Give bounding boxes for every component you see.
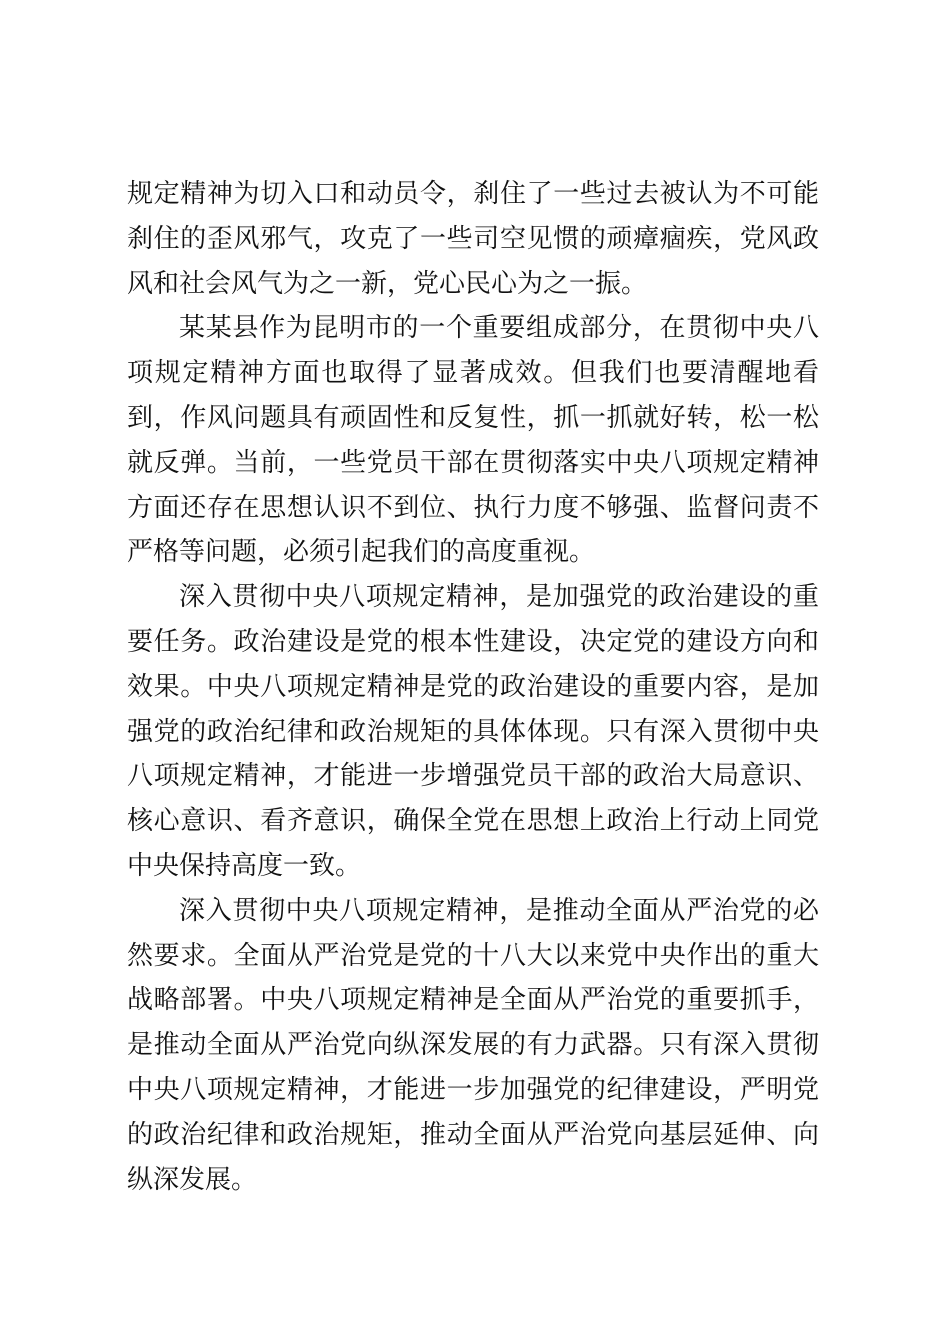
paragraph: 某某县作为昆明市的一个重要组成部分，在贯彻中央八项规定精神方面也取得了显著成效。但我们也要清醒地看到，作风问题具有顽固性和反复性，抓一抓就好转，松一松就反弹。当前，一些党员干部在贯彻落实中央八项规定精神方面还存在思想认识不到位、执行力度不够强、监督问责不严格等问题，必须引起我们的高度重视。 [127, 313, 819, 568]
paragraph: 深入贯彻中央八项规定精神，是加强党的政治建设的重要任务。政治建设是党的根本性建设，决定党的建设方向和效果。中央八项规定精神是党的政治建设的重要内容，是加强党的政治纪律和政治规矩的具体体现。只有深入贯彻中央八项规定精神，才能进一步增强党员干部的政治大局意识、核心意识、看齐意识，确保全党在思想上政治上行动上同党中央保持高度一致。 [127, 582, 819, 881]
document-page [127, 172, 819, 1202]
paragraph: 深入贯彻中央八项规定精神，是推动全面从严治党的必然要求。全面从严治党是党的十八大以来党中央作出的重大战略部署。中央八项规定精神是全面从严治党的重要抓手，是推动全面从严治党向纵深发展的有力武器。只有深入贯彻中央八项规定精神，才能进一步加强党的纪律建设，严明党的政治纪律和政治规矩，推动全面从严治党向基层延伸、向纵深发展。 [127, 895, 819, 1195]
paragraph-continuation: 规定精神为切入口和动员令，刹住了一些过去被认为不可能刹住的歪风邪气，攻克了一些司空见惯的顽瘴痼疾，党风政风和社会风气为之一新，党心民心为之一振。 [127, 179, 819, 299]
